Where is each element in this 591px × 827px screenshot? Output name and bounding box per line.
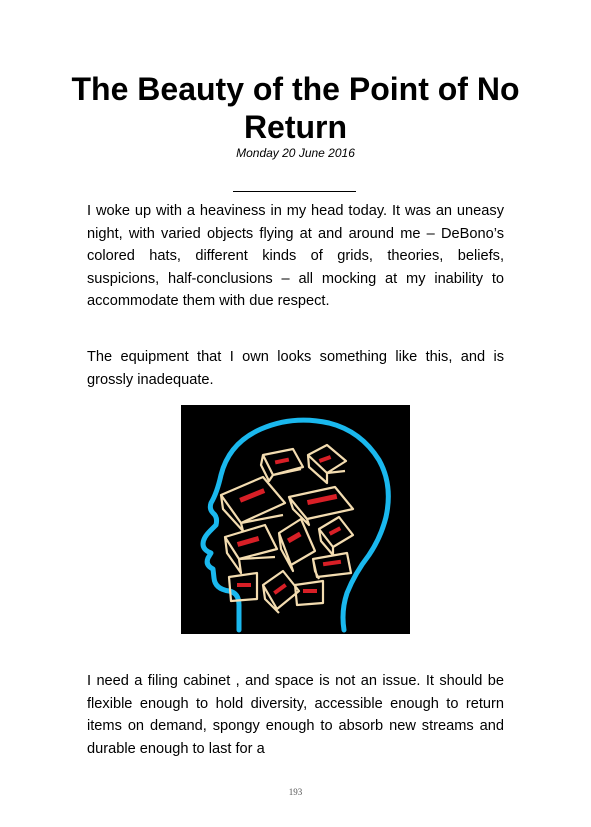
head-silhouette-icon [181,405,410,634]
paragraph-3: I need a filing cabinet , and space is not an issue. It should be flexible enough to hold diversity, accessible enough to return items on demand, spongy enough to absorb new streams and durable enough to last for a [87,673,504,757]
paragraph-2: The equipment that I own looks something like this, and is grossly inadequate. [87,349,504,388]
post-date: Monday 20 June 2016 [236,146,355,160]
title-divider [233,191,356,192]
page-number: 193 [288,787,303,797]
head-boxes-illustration [181,405,410,634]
page-title: The Beauty of the Point of No Return [71,71,520,145]
paragraph-1: I woke up with a heaviness in my head today. It was an uneasy night, with varied objects flying at and around me – DeBono’s colored hats, different kinds of grids, theories, beliefs, suspicions, half-conclusions – all mocking at my inability to accommodate them with due respect. [87,203,504,309]
